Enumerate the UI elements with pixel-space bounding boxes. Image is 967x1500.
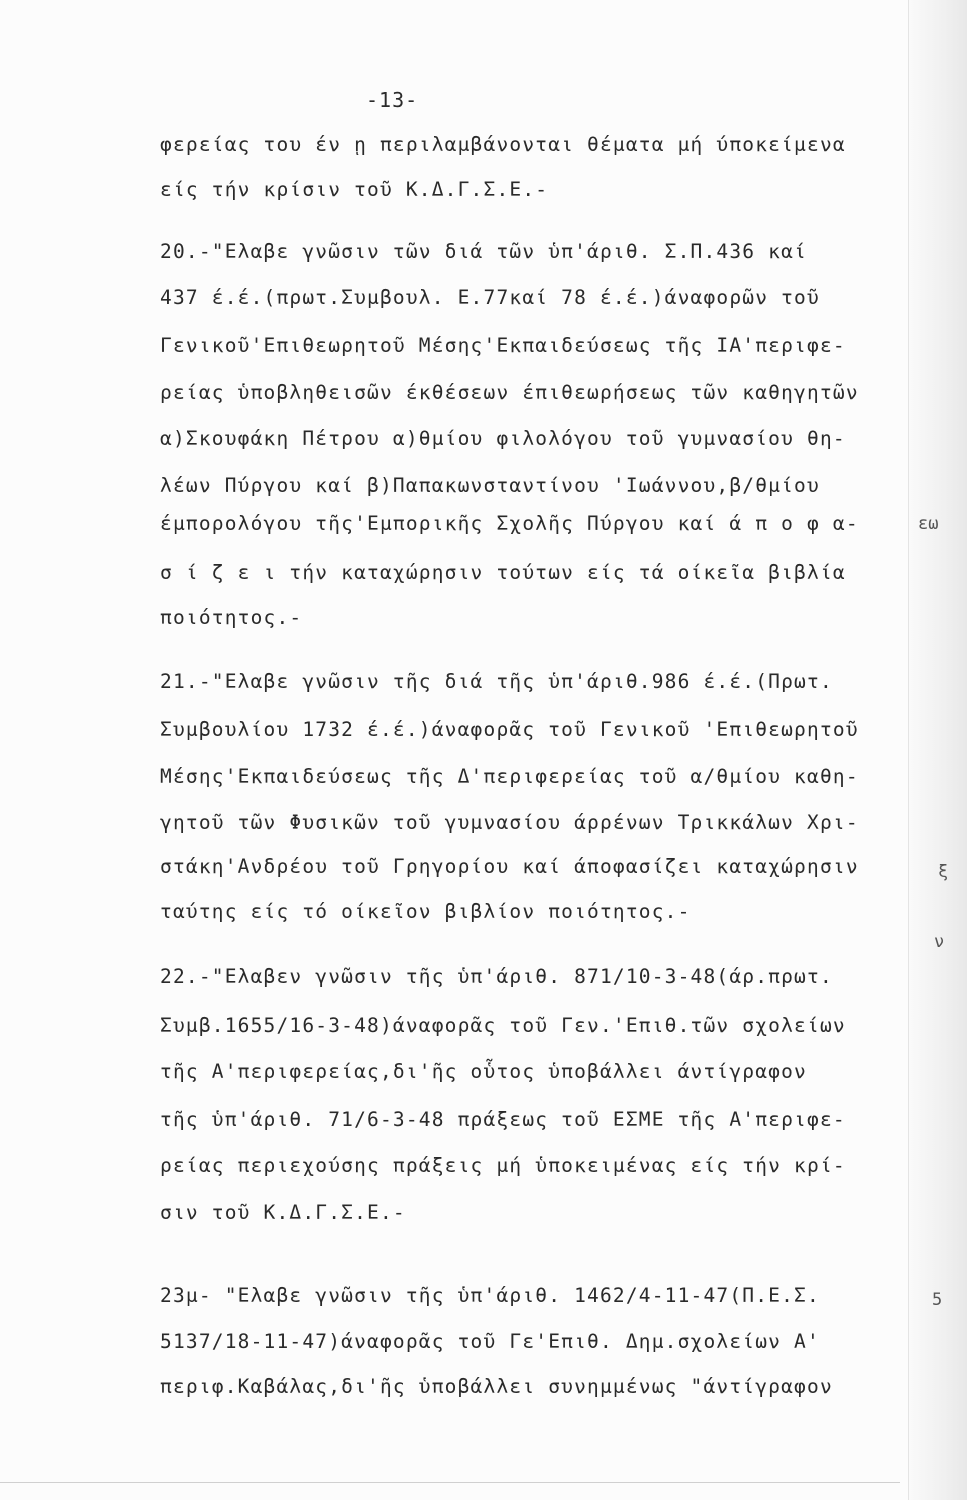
text-line: φερείας του έν ῃ περιλαμβάνονται θέματα μή ύποκείμενα	[160, 133, 846, 156]
text-line: 22.-"Ελαβεν γνῶσιν τῆς ὑπ'άριθ. 871/10-3-48(άρ.πρωτ.	[160, 965, 833, 988]
text-line: Μέσης'Εκπαιδεύσεως τῆς Δ'περιφερείας τοῦ α/θμίου καθη-	[160, 765, 859, 788]
text-line: ταύτης είς τό οίκεῖον βιβλίον ποιότητος.-	[160, 900, 691, 923]
text-line: 5137/18-11-47)άναφορᾶς τοῦ Γε'Επιθ. Δημ.σχολείων Α'	[160, 1330, 820, 1353]
margin-note: εω	[918, 514, 939, 534]
text-line: α)Σκουφάκη Πέτρου α)θμίου φιλολόγου τοῦ γυμνασίου θη-	[160, 427, 846, 450]
text-line: 437 έ.έ.(πρωτ.Συμβουλ. Ε.77καί 78 έ.έ.)άναφορῶν τοῦ	[160, 286, 820, 309]
text-line: τῆς ὑπ'άριθ. 71/6-3-48 πράξεως τοῦ ΕΣΜΕ τῆς Α'περιφε-	[160, 1108, 846, 1131]
text-line: 20.-"Ελαβε γνῶσιν τῶν διά τῶν ὑπ'άριθ. Σ.Π.436 καί	[160, 240, 807, 263]
page-number: -13-	[366, 88, 419, 112]
text-line: σ ί ζ ε ι τήν καταχώρησιν τούτων είς τά οίκεῖα βιβλία	[160, 561, 846, 584]
text-line: λέων Πύργου καί β)Παπακωνσταντίνου 'Ιωάννου,β/θμίου	[160, 474, 820, 497]
text-line: έμπορολόγου τῆς'Εμπορικῆς Σχολῆς Πύργου καί ά π ο φ α-	[160, 512, 859, 535]
text-line: ρείας ὑποβληθεισῶν έκθέσεων έπιθεωρήσεως τῶν καθηγητῶν	[160, 381, 859, 404]
margin-note: 5	[932, 1290, 943, 1310]
margin-note: ν	[934, 932, 945, 952]
text-line: στάκη'Ανδρέου τοῦ Γρηγορίου καί άποφασίζει καταχώρησιν	[160, 855, 859, 878]
text-line: είς τήν κρίσιν τοῦ Κ.Δ.Γ.Σ.Ε.-	[160, 178, 549, 201]
margin-note: ξ	[938, 862, 949, 882]
text-line: σιν τοῦ Κ.Δ.Γ.Σ.Ε.-	[160, 1201, 406, 1224]
page-bottom-edge	[0, 1482, 900, 1483]
text-line: ποιότητος.-	[160, 606, 303, 629]
text-line: Συμβ.1655/16-3-48)άναφορᾶς τοῦ Γεν.'Επιθ.τῶν σχολείων	[160, 1014, 846, 1037]
text-line: 23μ- "Ελαβε γνῶσιν τῆς ὑπ'άριθ. 1462/4-11-47(Π.Ε.Σ.	[160, 1284, 820, 1307]
page-edge	[908, 0, 967, 1500]
text-line: Γενικοῦ'Επιθεωρητοῦ Μέσης'Εκπαιδεύσεως τῆς ΙΑ'περιφε-	[160, 334, 846, 357]
text-line: ρείας περιεχούσης πράξεις μή ὑποκειμένας είς τήν κρί-	[160, 1154, 846, 1177]
text-line: Συμβουλίου 1732 έ.έ.)άναφορᾶς τοῦ Γενικοῦ 'Επιθεωρητοῦ	[160, 718, 859, 741]
text-line: 21.-"Ελαβε γνῶσιν τῆς διά τῆς ὑπ'άριθ.986 έ.έ.(Πρωτ.	[160, 670, 833, 693]
text-line: περιφ.Καβάλας,δι'ῆς ὑποβάλλει συνημμένως "άντίγραφον	[160, 1375, 833, 1398]
text-line: γητοῦ τῶν Φυσικῶν τοῦ γυμνασίου άρρένων Τρικκάλων Χρι-	[160, 811, 859, 834]
text-line: τῆς Α'περιφερείας,δι'ῆς οὗτος ὑποβάλλει άντίγραφον	[160, 1060, 807, 1083]
